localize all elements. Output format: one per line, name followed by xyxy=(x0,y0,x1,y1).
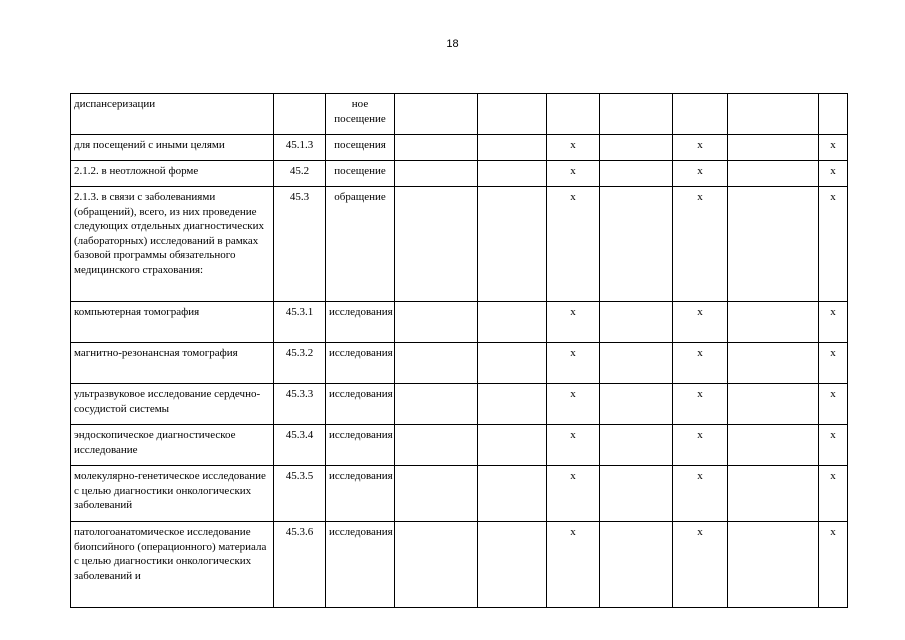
row-mark-cell xyxy=(600,384,673,425)
row-mark-cell xyxy=(600,466,673,522)
table-row xyxy=(71,161,848,187)
row-name-cell: компьютерная томография xyxy=(71,302,274,343)
row-mark-cell: х xyxy=(547,302,600,343)
row-mark-cell xyxy=(478,522,547,608)
row-mark-cell xyxy=(478,135,547,161)
table-body xyxy=(71,94,848,608)
row-mark-cell: х xyxy=(673,135,728,161)
row-mark-cell xyxy=(395,343,478,384)
row-mark-cell: х xyxy=(673,425,728,466)
row-mark-cell xyxy=(478,187,547,302)
row-code-cell: 45.3.2 xyxy=(274,343,326,384)
row-mark-cell xyxy=(600,522,673,608)
row-mark-cell xyxy=(728,384,819,425)
row-mark-cell xyxy=(819,94,848,135)
row-mark-cell xyxy=(478,302,547,343)
row-mark-cell xyxy=(395,425,478,466)
row-unit-cell: посещения xyxy=(326,135,395,161)
row-mark-cell: х xyxy=(547,343,600,384)
row-mark-cell xyxy=(478,466,547,522)
row-mark-cell: х xyxy=(819,522,848,608)
row-mark-cell: х xyxy=(819,343,848,384)
row-mark-cell: х xyxy=(547,466,600,522)
row-mark-cell xyxy=(728,187,819,302)
row-mark-cell: х xyxy=(673,302,728,343)
row-unit-cell: ное посещение xyxy=(326,94,395,135)
table-row xyxy=(71,343,848,384)
row-mark-cell xyxy=(728,425,819,466)
row-mark-cell: х xyxy=(547,187,600,302)
row-code-cell: 45.3 xyxy=(274,187,326,302)
row-code-cell: 45.3.4 xyxy=(274,425,326,466)
row-mark-cell xyxy=(600,187,673,302)
row-unit-cell: исследования xyxy=(326,466,395,522)
row-mark-cell: х xyxy=(547,425,600,466)
row-code-cell: 45.3.3 xyxy=(274,384,326,425)
row-mark-cell xyxy=(728,466,819,522)
row-mark-cell: х xyxy=(819,384,848,425)
row-mark-cell: х xyxy=(547,522,600,608)
row-mark-cell xyxy=(728,135,819,161)
row-mark-cell: х xyxy=(547,384,600,425)
row-unit-cell: исследования xyxy=(326,302,395,343)
row-mark-cell: х xyxy=(547,135,600,161)
row-mark-cell xyxy=(600,425,673,466)
row-name-cell: диспансеризации xyxy=(71,94,274,135)
row-mark-cell: х xyxy=(673,466,728,522)
row-mark-cell: х xyxy=(819,425,848,466)
row-mark-cell xyxy=(478,384,547,425)
row-unit-cell: посещение xyxy=(326,161,395,187)
row-mark-cell xyxy=(395,522,478,608)
row-mark-cell xyxy=(478,425,547,466)
row-mark-cell xyxy=(673,94,728,135)
row-name-cell: патологоанатомическое исследование биопсийного (операционного) материала с целью диагностики онкологических заболеваний и xyxy=(71,522,274,608)
row-code-cell: 45.3.6 xyxy=(274,522,326,608)
row-mark-cell: х xyxy=(819,135,848,161)
row-name-cell: 2.1.3. в связи с заболеваниями (обращений), всего, из них проведение следующих отдельных диагностических (лабораторных) исследований в рамках базовой программы обязательного медицинского страхования: xyxy=(71,187,274,302)
row-mark-cell: х xyxy=(673,384,728,425)
row-name-cell: ультразвуковое исследование сердечно-сосудистой системы xyxy=(71,384,274,425)
row-mark-cell: х xyxy=(819,161,848,187)
table-row xyxy=(71,187,848,302)
row-name-cell: эндоскопическое диагностическое исследование xyxy=(71,425,274,466)
row-mark-cell xyxy=(728,522,819,608)
row-mark-cell: х xyxy=(819,187,848,302)
row-mark-cell xyxy=(395,384,478,425)
table-row xyxy=(71,384,848,425)
row-mark-cell: х xyxy=(547,161,600,187)
row-mark-cell xyxy=(395,466,478,522)
row-mark-cell xyxy=(600,161,673,187)
row-code-cell: 45.1.3 xyxy=(274,135,326,161)
row-unit-cell: исследования xyxy=(326,425,395,466)
row-mark-cell xyxy=(728,94,819,135)
row-mark-cell xyxy=(395,302,478,343)
table-row xyxy=(71,522,848,608)
page-number: 18 xyxy=(446,38,459,50)
table-row xyxy=(71,302,848,343)
row-code-cell: 45.2 xyxy=(274,161,326,187)
row-name-cell: магнитно-резонансная томография xyxy=(71,343,274,384)
row-mark-cell xyxy=(395,94,478,135)
row-mark-cell xyxy=(547,94,600,135)
table-row xyxy=(71,466,848,522)
row-mark-cell: х xyxy=(673,187,728,302)
row-mark-cell xyxy=(728,161,819,187)
row-mark-cell: х xyxy=(673,161,728,187)
row-mark-cell xyxy=(600,302,673,343)
row-mark-cell xyxy=(395,135,478,161)
row-mark-cell xyxy=(395,161,478,187)
row-mark-cell xyxy=(478,94,547,135)
row-mark-cell xyxy=(600,135,673,161)
row-mark-cell xyxy=(600,343,673,384)
row-mark-cell xyxy=(395,187,478,302)
row-mark-cell: х xyxy=(819,302,848,343)
row-unit-cell: исследования xyxy=(326,343,395,384)
row-mark-cell xyxy=(478,161,547,187)
row-unit-cell: обращение xyxy=(326,187,395,302)
row-code-cell: 45.3.5 xyxy=(274,466,326,522)
row-mark-cell: х xyxy=(673,343,728,384)
row-code-cell xyxy=(274,94,326,135)
data-table xyxy=(70,93,848,608)
row-name-cell: молекулярно-генетическое исследование с целью диагностики онкологических заболеваний xyxy=(71,466,274,522)
row-unit-cell: исследования xyxy=(326,522,395,608)
row-name-cell: для посещений с иными целями xyxy=(71,135,274,161)
row-mark-cell: х xyxy=(673,522,728,608)
row-mark-cell: х xyxy=(819,466,848,522)
row-mark-cell xyxy=(728,302,819,343)
row-mark-cell xyxy=(600,94,673,135)
row-mark-cell xyxy=(478,343,547,384)
table-row xyxy=(71,135,848,161)
table-row xyxy=(71,94,848,135)
row-unit-cell: исследования xyxy=(326,384,395,425)
row-name-cell: 2.1.2. в неотложной форме xyxy=(71,161,274,187)
row-mark-cell xyxy=(728,343,819,384)
row-code-cell: 45.3.1 xyxy=(274,302,326,343)
table-row xyxy=(71,425,848,466)
